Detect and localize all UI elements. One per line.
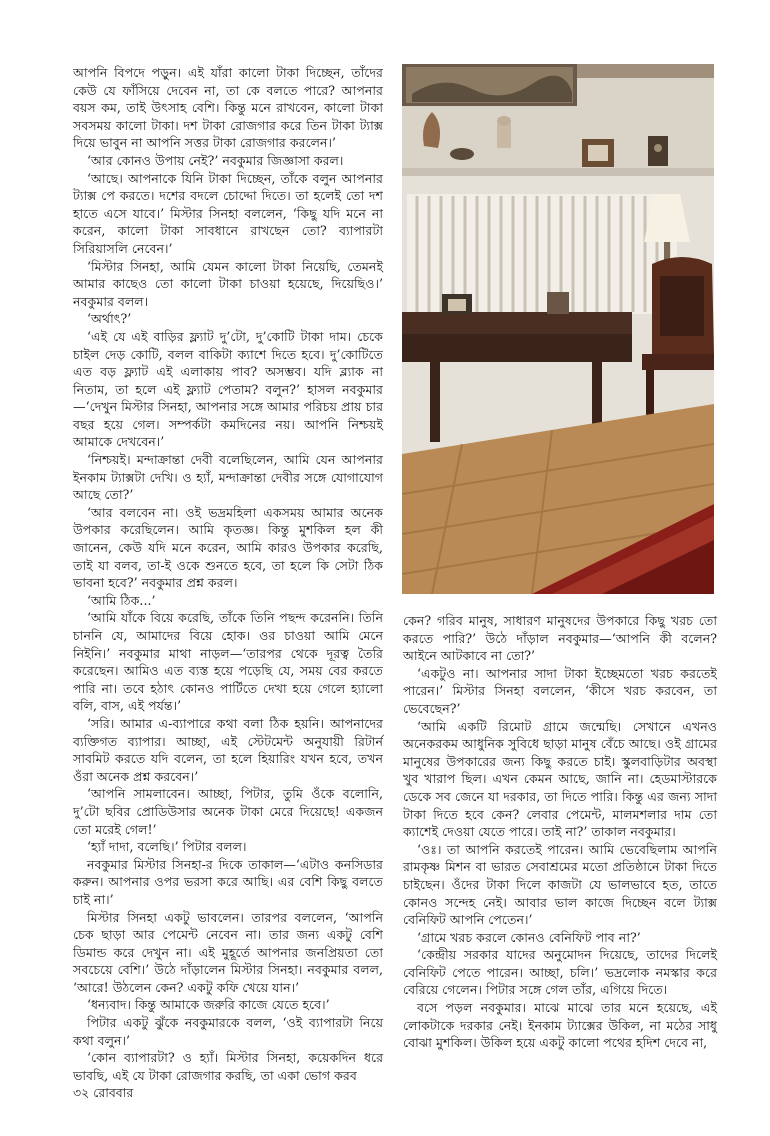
paragraph: ‘আমি একটি রিমোট গ্রামে জন্মেছি। সেখানে এখনও অনেকরকম আধুনিক সুবিধে ছাড়া মানুষ বেঁচে আছে। ওই গ্রামের মানুষের উপকারের জন্য কিছু করতে চাই। স্কুলবাড়িটার অবস্থা খুব খারাপ ছিল। এখন কেমন আছে, জানি না। হেডমাস্টারকে ডেকে সব জেনে যা দরকার, তা দিতে পারি। কিন্তু এর জন্য সাদা টাকা দিতে হবে কেন? লেবার পেমেন্ট, মালমশলার দাম তো ক্যাশেই দেওয়া যেতে পারে। তাই না?’ তাকাল নবকুমার। — [403, 718, 717, 840]
paragraph: মিস্টার সিনহা একটু ভাবলেন। তারপর বললেন, ‘আপনি চেক ছাড়া আর পেমেন্ট নেবেন না। তার জন্য একটু বেশি ডিমান্ড করে দেখুন না। এই মুহূর্তে আপনার জনপ্রিয়তা তো সবচেয়ে বেশি।’ উঠে দাঁড়ালেন মিস্টার সিনহা। নবকুমার বলল, ‘আরে! উঠলেন কেন? একটু কফি খেয়ে যান।’ — [73, 909, 383, 995]
paragraph: আপনি বিপদে পড়ুন। এই যাঁরা কালো টাকা দিচ্ছেন, তাঁদের কেউ যে ফাঁসিয়ে দেবেন না, তা কে বলতে পারে? আপনার বয়স কম, তাই উৎসাহ বেশি। কিন্তু মনে রাখবেন, কালো টাকা সবসময় কালো টাকা। দশ টাকা রোজগার করে তিন টাকা ট্যাক্স দিয়ে ভাবুন না আপনি সত্তর টাকা রোজগার করলেন।’ — [73, 65, 383, 151]
paragraph: ‘কোন ব্যাপারটা? ও হ্যাঁ। মিস্টার সিনহা, কয়েকদিন ধরে ভাবছি, এই যে টাকা রোজগার করছি, তা একা ভোগ করব — [73, 1050, 383, 1083]
paragraph: ‘সরি। আমার এ-ব্যাপারে কথা বলা ঠিক হয়নি। আপনাদের ব্যক্তিগত ব্যাপার। আচ্ছা, এই স্টেটমেন্ট অনুযায়ী রিটার্ন সাবমিট করতে যদি বলেন, তা হলে হিয়ারিং যখন হবে, তখন ওঁরা অনেক প্রশ্ন করবেন।’ — [73, 715, 383, 784]
page-number: ৩২ — [73, 1085, 90, 1100]
paragraph: ‘এই যে এই বাড়ির ফ্ল্যাট দু’টো, দু’কোটি টাকা দাম। চেকে চাইল দেড় কোটি, বলল বাকিটা ক্যাশে দিতে হবে। দু’কোটিতে এত বড় ফ্ল্যাট এই এলাকায় পাব? অসম্ভব। যদি ব্ল্যাক না নিতাম, তা হলে এই ফ্ল্যাট পেতাম? বলুন?’ হাসল নবকুমার—‘দেখুন মিস্টার সিনহা, আপনার সঙ্গে আমার পরিচয় প্রায় চার বছর হয়ে গেল। সম্পর্কটা কমদিনের নয়। আপনি নিশ্চয়ই আমাকে দেখবেন।’ — [73, 328, 383, 450]
paragraph: ‘গ্রামে খরচ করলে কোনও বেনিফিট পাব না?’ — [417, 929, 641, 945]
paragraph: ‘আপনি সামলাবেন। আচ্ছা, পিটার, তুমি ওঁকে বলোনি, দু’টো ছবির প্রোডিউসার অনেক টাকা মেরে দিয়েছে! একজন তো মরেই গেল!’ — [73, 786, 383, 837]
paragraph: ‘আর বলবেন না। ওই ভদ্রমহিলা একসময় আমার অনেক উপকার করেছিলেন। আমি কৃতজ্ঞ। কিন্তু মুশকিল হল কী জানেন, কেউ যদি মনে করেন, আমি কারও উপকার করেছি, তাই যা বলব, তা-ই ওকে শুনতে হবে, তা হলে কি সেটা ঠিক ভাবনা হবে?’ নবকুমার প্রশ্ন করল। — [73, 504, 383, 591]
paragraph: কেন? গরিব মানুষ, সাধারণ মানুষদের উপকারে কিছু খরচ তো করতে পারি?’ উঠে দাঁড়াল নবকুমার—‘আপনি কী বলেন? আইনে আটকাবে না তো?’ — [403, 613, 717, 664]
room-illustration-svg — [402, 64, 714, 594]
right-text-column — [403, 612, 717, 1052]
paragraph: নবকুমার মিস্টার সিনহা-র দিকে তাকাল—‘এটাও কনসিডার করুন। আপনার ওপর ভরসা করে আছি। এর বেশি কিছু বলতে চাই না।’ — [73, 856, 383, 907]
room-illustration — [402, 64, 714, 594]
paragraph: ‘মিস্টার সিনহা, আমি যেমন কালো টাকা নিয়েছি, তেমনই আমার কাছেও তো কালো টাকা চাওয়া হয়েছে, দিয়েছিও।’ নবকুমার বলল। — [73, 258, 383, 309]
paragraph: ‘আর কোনও উপায় নেই?’ নবকুমার জিজ্ঞাসা করল। — [87, 152, 344, 168]
paragraph: ‘আমি ঠিক...’ — [87, 592, 156, 608]
paragraph: বসে পড়ল নবকুমার। মাঝে মাঝে তার মনে হয়েছে, এই লোকটাকে দরকার নেই। ইনকাম ট্যাক্সের উকিল, না মঠের সাধু বোঝা মুশকিল। উকিল হয়ে একটু কালো পথের হদিশ দেবে না, — [403, 1000, 717, 1051]
magazine-name: রোববার — [93, 1085, 134, 1100]
page-footer — [73, 1085, 133, 1105]
paragraph: ‘কেন্দ্রীয় সরকার যাদের অনুমোদন দিয়েছে, তাদের দিলেই বেনিফিট পেতে পারেন। আচ্ছা, চলি।’ ভদ্রলোক নমস্কার করে বেরিয়ে গেলেন। পিটার সঙ্গে গেল তাঁর, এগিয়ে দিতে। — [403, 947, 717, 998]
paragraph: পিটার একটু ঝুঁকে নবকুমারকে বলল, ‘ওই ব্যাপারটা নিয়ে কথা বলুন।’ — [73, 1015, 383, 1048]
paragraph: ‘আমি যাঁকে বিয়ে করেছি, তাঁকে তিনি পছন্দ করেননি। তিনি চাননি যে, আমাদের বিয়ে হোক। ওর চাওয়া আমি মেনে নিইনি।’ নবকুমার মাথা নাড়ল—‘তারপর থেকে দূরত্ব তৈরি করেছেন। আমিও এত ব্যস্ত হয়ে পড়েছি যে, সময় বের করতে পারি না। তবে হঠাৎ কোনও পার্টিতে দেখা হয়ে গেলে হ্যালো বলি, বাস, এই পর্যন্ত।’ — [73, 610, 383, 714]
paragraph: ‘নিশ্চয়ই। মন্দাক্রান্তা দেবী বলেছিলেন, আমি যেন আপনার ইনকাম ট্যাক্সটা দেখি। ও হ্যাঁ, মন্দাক্রান্তা দেবীর সঙ্গে যোগাযোগ আছে তো?’ — [73, 452, 383, 503]
paragraph: ‘হ্যাঁ দাদা, বলেছি।’ পিটার বলল। — [87, 839, 247, 855]
paragraph: ‘ধন্যবাদ। কিন্তু আমাকে জরুরি কাজে যেতে হবে।’ — [87, 997, 330, 1013]
paragraph: ‘একটুও না। আপনার সাদা টাকা ইচ্ছেমতো খরচ করতেই পারেন।’ মিস্টার সিনহা বললেন, ‘কীসে খরচ করবেন, তা ভেবেছেন?’ — [403, 665, 717, 716]
paragraph: ‘অর্থাৎ?’ — [87, 311, 132, 327]
paragraph: ‘ওঃ। তা আপনি করতেই পারেন। আমি ভেবেছিলাম আপনি রামকৃষ্ণ মিশন বা ভারত সেবাশ্রমের মতো প্রতিষ্ঠানে টাকা দিতে চাইছেন। ওঁদের টাকা দিলে কাজটা যে ভালভাবে হত, তাতে কোনও সন্দেহ নেই। আবার ভাল কাজে দিচ্ছেন বলে ট্যাক্স বেনিফিট আপনি পেতেন।’ — [403, 841, 717, 928]
left-text-column — [73, 64, 383, 1084]
paragraph: ‘আছে। আপনাকে যিনি টাকা দিচ্ছেন, তাঁকে বলুন আপনার ট্যাক্স পে করতে। দশের বদলে চোদ্দো দিতে। তা হলেই তো দশ হাতে এসে যাবে।’ মিস্টার সিনহা বললেন, ‘কিছু যদি মনে না করেন, কালো টাকা সাবধানে রাখছেন তো? ব্যাপারটা সিরিয়াসলি নেবেন।’ — [73, 170, 383, 256]
